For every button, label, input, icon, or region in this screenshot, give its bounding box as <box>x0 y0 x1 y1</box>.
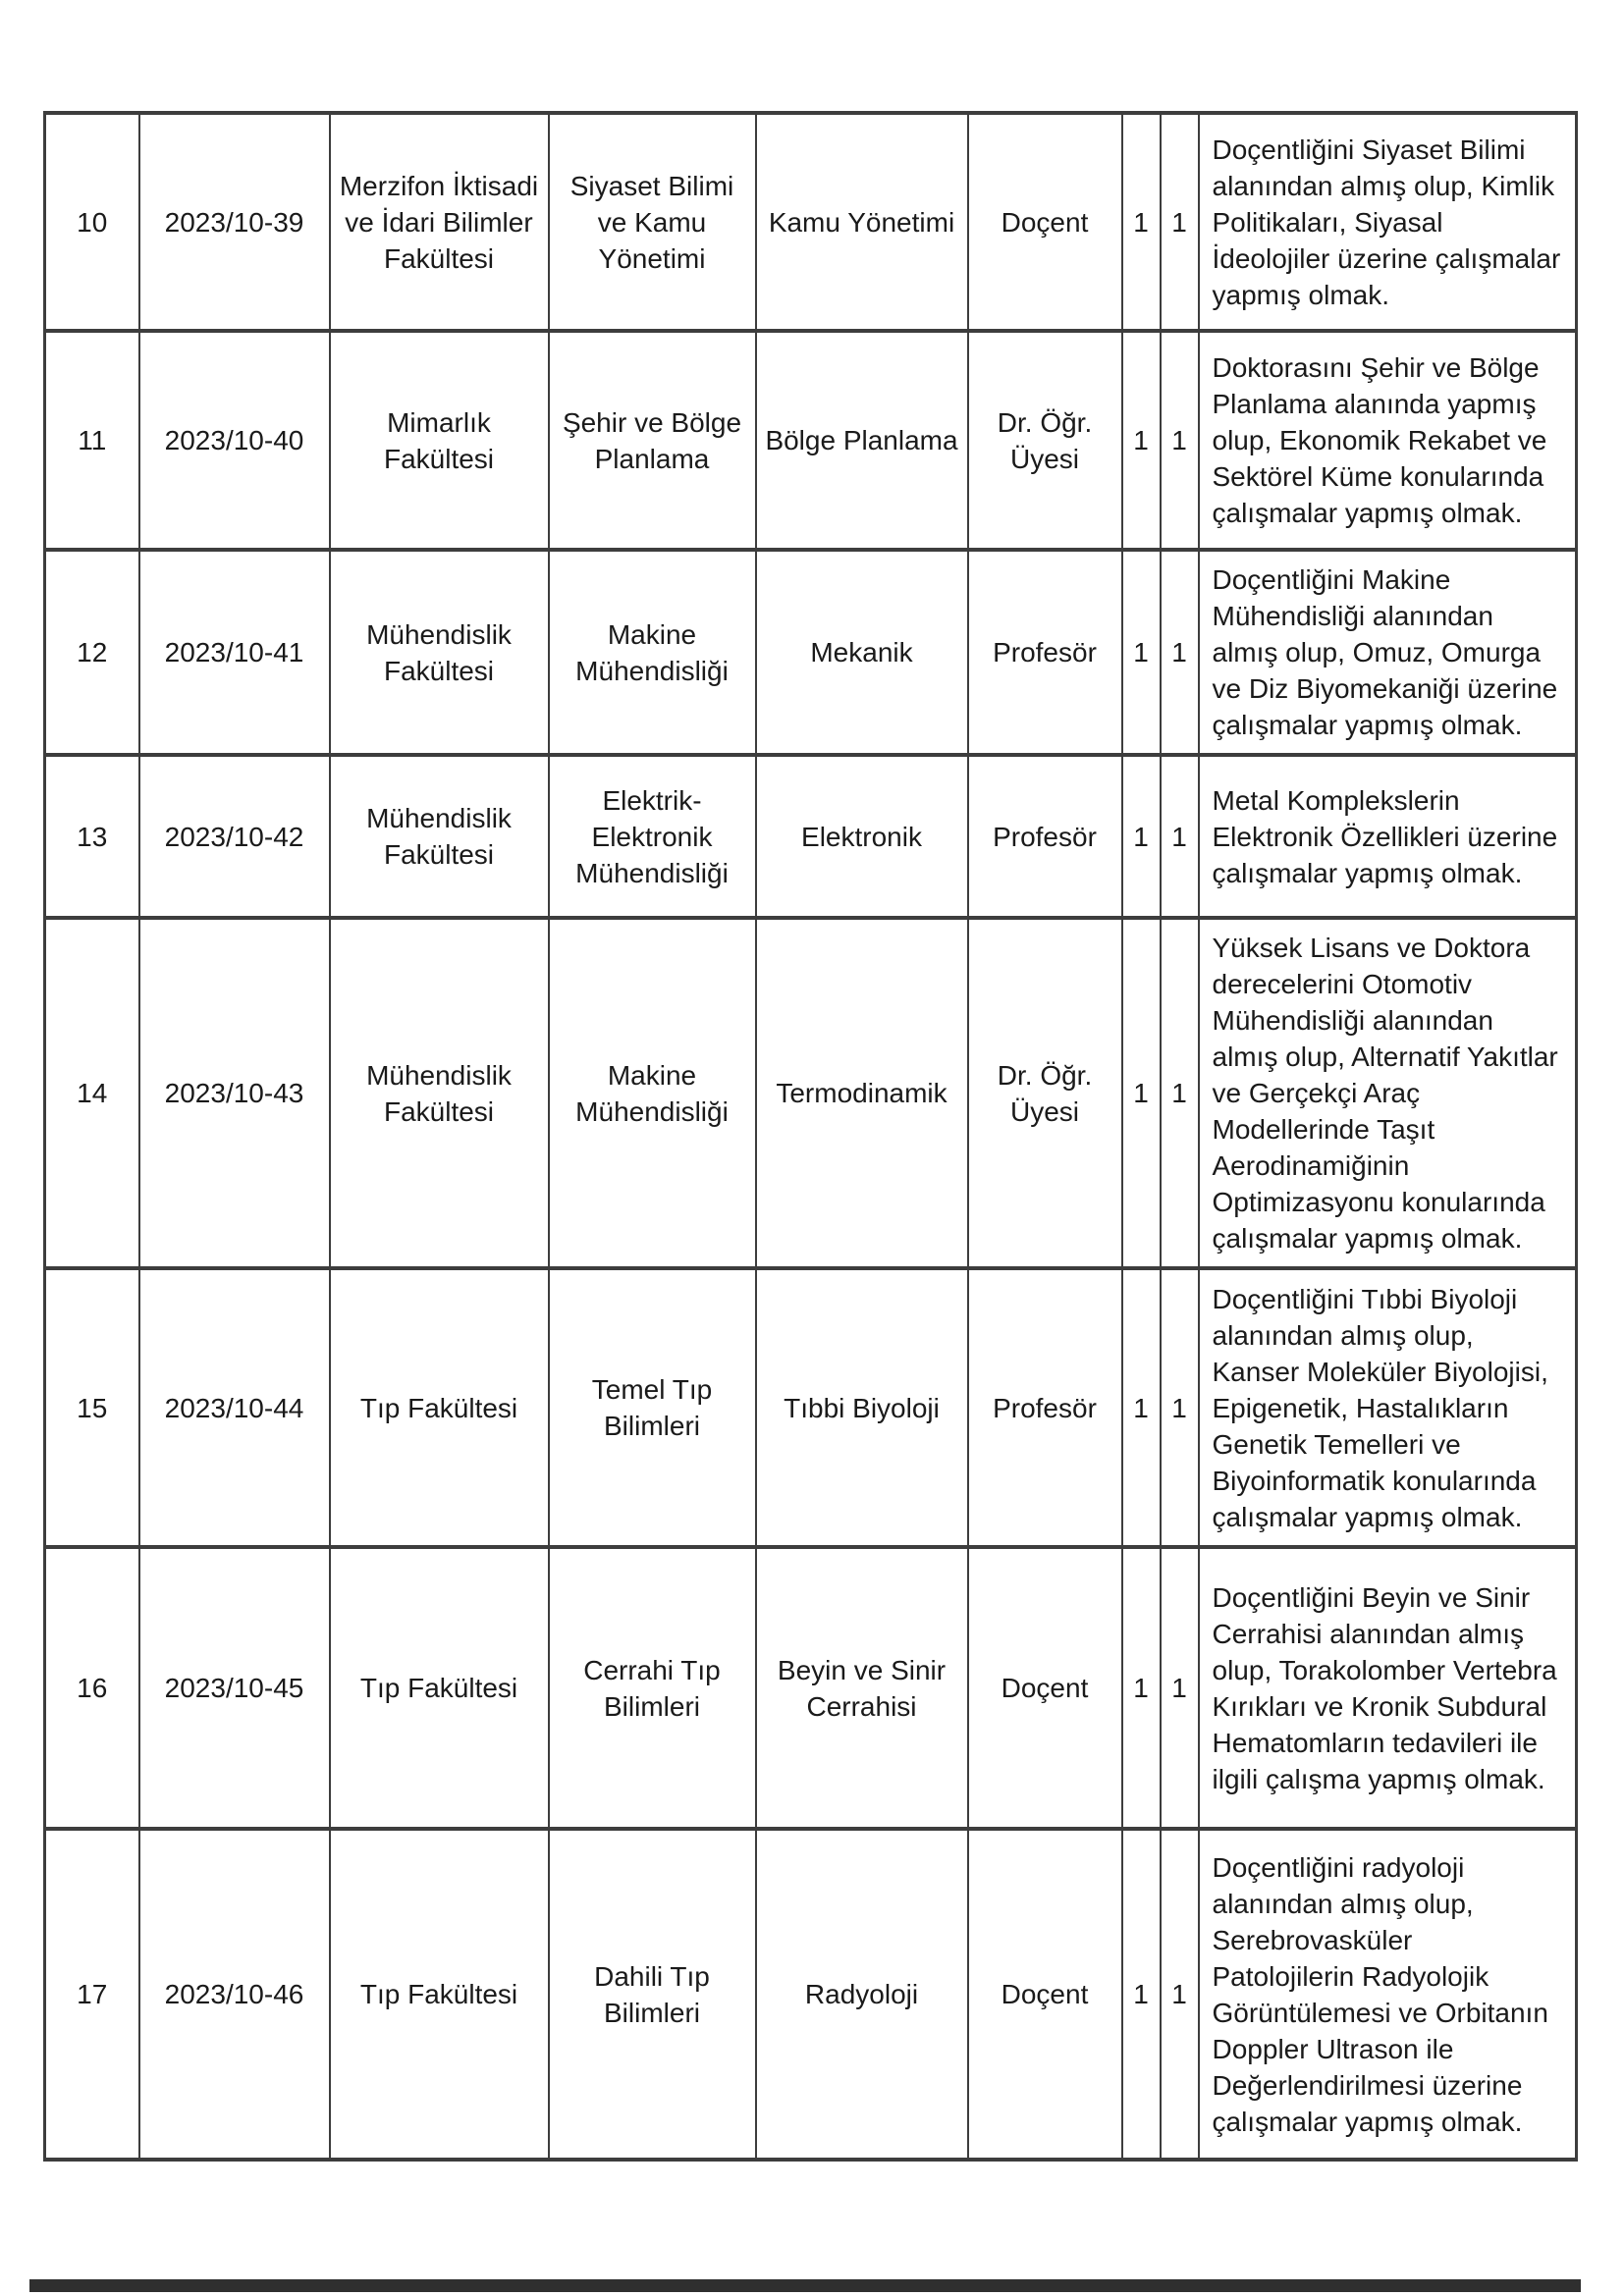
table-row <box>45 331 1577 550</box>
cell-announcement-code: 2023/10-46 <box>139 1829 330 2160</box>
cell-row-number: 11 <box>45 331 139 550</box>
cell-academic-title: Doçent <box>968 113 1122 331</box>
cell-position-count: 1 <box>1122 1547 1161 1829</box>
next-section-top-border <box>29 2279 1581 2292</box>
cell-requirements-description: Doçentliğini Siyaset Bilimi alanından almış olup, Kimlik Politikaları, Siyasal İdeolojiler üzerine çalışmalar yapmış olmak. <box>1199 113 1577 331</box>
cell-announcement-code: 2023/10-40 <box>139 331 330 550</box>
cell-academic-title: Profesör <box>968 550 1122 755</box>
cell-faculty: Tıp Fakültesi <box>330 1268 549 1547</box>
cell-position-count: 1 <box>1122 331 1161 550</box>
cell-announcement-code: 2023/10-42 <box>139 755 330 918</box>
cell-row-number: 13 <box>45 755 139 918</box>
announcement-table <box>43 111 1578 2162</box>
cell-faculty: Mühendislik Fakültesi <box>330 755 549 918</box>
cell-department: Makine Mühendisliği <box>549 550 756 755</box>
cell-announcement-code: 2023/10-43 <box>139 918 330 1268</box>
cell-announcement-code: 2023/10-39 <box>139 113 330 331</box>
cell-field: Radyoloji <box>756 1829 968 2160</box>
cell-field: Beyin ve Sinir Cerrahisi <box>756 1547 968 1829</box>
cell-row-number: 16 <box>45 1547 139 1829</box>
cell-department: Şehir ve Bölge Planlama <box>549 331 756 550</box>
cell-academic-title: Doçent <box>968 1829 1122 2160</box>
cell-requirements-description: Doçentliğini Makine Mühendisliği alanından almış olup, Omuz, Omurga ve Diz Biyomekaniği üzerine çalışmalar yapmış olmak. <box>1199 550 1577 755</box>
cell-academic-title: Dr. Öğr. Üyesi <box>968 918 1122 1268</box>
announcement-table-container <box>43 111 1578 2162</box>
cell-department: Siyaset Bilimi ve Kamu Yönetimi <box>549 113 756 331</box>
table-row <box>45 755 1577 918</box>
cell-announcement-code: 2023/10-41 <box>139 550 330 755</box>
cell-position-count: 1 <box>1161 331 1199 550</box>
cell-position-count: 1 <box>1122 113 1161 331</box>
cell-position-count: 1 <box>1161 1268 1199 1547</box>
cell-row-number: 17 <box>45 1829 139 2160</box>
cell-row-number: 12 <box>45 550 139 755</box>
cell-faculty: Mühendislik Fakültesi <box>330 918 549 1268</box>
cell-department: Dahili Tıp Bilimleri <box>549 1829 756 2160</box>
cell-academic-title: Profesör <box>968 1268 1122 1547</box>
cell-requirements-description: Metal Komplekslerin Elektronik Özellikleri üzerine çalışmalar yapmış olmak. <box>1199 755 1577 918</box>
cell-faculty: Tıp Fakültesi <box>330 1547 549 1829</box>
cell-requirements-description: Doktorasını Şehir ve Bölge Planlama alanında yapmış olup, Ekonomik Rekabet ve Sektörel Küme konularında çalışmalar yapmış olmak. <box>1199 331 1577 550</box>
cell-requirements-description: Doçentliğini Beyin ve Sinir Cerrahisi alanından almış olup, Torakolomber Vertebra Kırıkları ve Kronik Subdural Hematomların tedavileri ile ilgili çalışma yapmış olmak. <box>1199 1547 1577 1829</box>
cell-department: Makine Mühendisliği <box>549 918 756 1268</box>
cell-department: Elektrik-Elektronik Mühendisliği <box>549 755 756 918</box>
cell-announcement-code: 2023/10-44 <box>139 1268 330 1547</box>
cell-academic-title: Profesör <box>968 755 1122 918</box>
cell-faculty: Tıp Fakültesi <box>330 1829 549 2160</box>
cell-faculty: Merzifon İktisadi ve İdari Bilimler Fakültesi <box>330 113 549 331</box>
cell-position-count: 1 <box>1122 755 1161 918</box>
cell-position-count: 1 <box>1122 918 1161 1268</box>
table-row <box>45 1268 1577 1547</box>
cell-row-number: 14 <box>45 918 139 1268</box>
cell-row-number: 15 <box>45 1268 139 1547</box>
cell-position-count: 1 <box>1161 918 1199 1268</box>
cell-position-count: 1 <box>1161 755 1199 918</box>
cell-position-count: 1 <box>1122 550 1161 755</box>
table-row <box>45 113 1577 331</box>
cell-academic-title: Dr. Öğr. Üyesi <box>968 331 1122 550</box>
cell-department: Temel Tıp Bilimleri <box>549 1268 756 1547</box>
cell-field: Bölge Planlama <box>756 331 968 550</box>
cell-requirements-description: Doçentliğini radyoloji alanından almış olup, Serebrovasküler Patolojilerin Radyolojik Görüntülemesi ve Orbitanın Doppler Ultrason ile Değerlendirilmesi üzerine çalışmalar yapmış olmak. <box>1199 1829 1577 2160</box>
cell-field: Tıbbi Biyoloji <box>756 1268 968 1547</box>
cell-field: Mekanik <box>756 550 968 755</box>
cell-position-count: 1 <box>1161 113 1199 331</box>
cell-position-count: 1 <box>1161 1547 1199 1829</box>
cell-requirements-description: Yüksek Lisans ve Doktora derecelerini Otomotiv Mühendisliği alanından almış olup, Alternatif Yakıtlar ve Gerçekçi Araç Modellerinde Taşıt Aerodinamiğinin Optimizasyonu konularında çalışmalar yapmış olmak. <box>1199 918 1577 1268</box>
cell-position-count: 1 <box>1122 1829 1161 2160</box>
table-row <box>45 550 1577 755</box>
cell-position-count: 1 <box>1122 1268 1161 1547</box>
cell-announcement-code: 2023/10-45 <box>139 1547 330 1829</box>
cell-field: Termodinamik <box>756 918 968 1268</box>
table-row <box>45 918 1577 1268</box>
cell-requirements-description: Doçentliğini Tıbbi Biyoloji alanından almış olup, Kanser Moleküler Biyolojisi, Epigenetik, Hastalıkların Genetik Temelleri ve Biyoinformatik konularında çalışmalar yapmış olmak. <box>1199 1268 1577 1547</box>
cell-field: Elektronik <box>756 755 968 918</box>
cell-field: Kamu Yönetimi <box>756 113 968 331</box>
cell-department: Cerrahi Tıp Bilimleri <box>549 1547 756 1829</box>
cell-faculty: Mühendislik Fakültesi <box>330 550 549 755</box>
table-row <box>45 1829 1577 2160</box>
cell-academic-title: Doçent <box>968 1547 1122 1829</box>
table-row <box>45 1547 1577 1829</box>
cell-position-count: 1 <box>1161 550 1199 755</box>
cell-row-number: 10 <box>45 113 139 331</box>
cell-position-count: 1 <box>1161 1829 1199 2160</box>
cell-faculty: Mimarlık Fakültesi <box>330 331 549 550</box>
